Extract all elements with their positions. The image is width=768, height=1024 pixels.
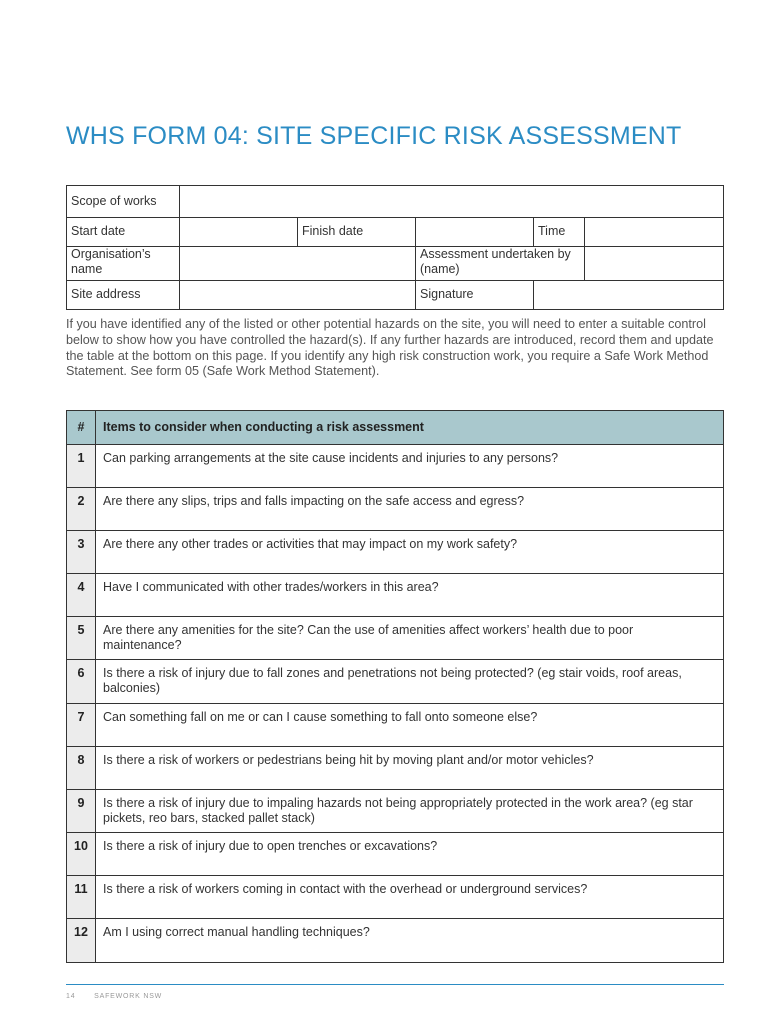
site-row xyxy=(67,280,723,309)
row-question: Can something fall on me or can I cause something to fall onto someone else? xyxy=(103,709,538,724)
row-question: Am I using correct manual handling techniques? xyxy=(103,925,370,940)
organisation-label: Organisation’s name xyxy=(67,246,180,280)
row-number: 7 xyxy=(67,704,96,746)
row-number: 12 xyxy=(67,919,96,962)
site-address-label: Site address xyxy=(67,280,180,309)
risk-checklist-table xyxy=(66,410,724,963)
checklist-header xyxy=(67,411,723,445)
page-footer xyxy=(66,993,178,1000)
dates-row xyxy=(67,217,723,247)
footer-divider xyxy=(66,984,724,985)
row-number: 5 xyxy=(67,617,96,659)
row-question: Is there a risk of workers or pedestrians being hit by moving plant and/or motor vehicles? xyxy=(103,752,594,767)
checklist-row xyxy=(67,617,723,660)
row-number: 6 xyxy=(67,660,96,702)
site-details-table xyxy=(66,185,724,310)
row-question: Is there a risk of injury due to impaling hazards not being appropriately protected in the work area? (eg star pickets, reo bars, stacked pallet stack) xyxy=(103,795,693,825)
organisation-field[interactable] xyxy=(180,246,416,280)
row-question: Can parking arrangements at the site cause incidents and injuries to any persons? xyxy=(103,451,559,465)
time-label: Time xyxy=(534,217,585,246)
checklist-row xyxy=(67,531,723,574)
start-date-field[interactable] xyxy=(180,217,298,246)
scope-label: Scope of works xyxy=(67,186,180,217)
page-number: 14 xyxy=(66,993,76,1000)
row-question: Are there any other trades or activities that may impact on my work safety? xyxy=(103,537,518,552)
start-date-label: Start date xyxy=(67,217,180,246)
row-number: 9 xyxy=(67,790,96,832)
organisation-row xyxy=(67,246,723,281)
row-number: 10 xyxy=(67,833,96,875)
row-question: Is there a risk of injury due to fall zones and penetrations not being protected? (eg stair voids, roof areas, balconies) xyxy=(103,666,682,696)
finish-date-field[interactable] xyxy=(416,217,534,246)
checklist-row xyxy=(67,833,723,876)
signature-field[interactable] xyxy=(534,280,723,309)
scope-field[interactable] xyxy=(180,186,723,217)
row-question: Is there a risk of injury due to open trenches or excavations? xyxy=(103,838,438,853)
scope-row xyxy=(67,186,723,218)
signature-label: Signature xyxy=(416,280,534,309)
time-field[interactable] xyxy=(585,217,723,246)
assessor-field[interactable] xyxy=(585,246,723,280)
checklist-row xyxy=(67,790,723,833)
row-question: Have I communicated with other trades/workers in this area? xyxy=(103,580,439,595)
checklist-row xyxy=(67,704,723,747)
checklist-row xyxy=(67,445,723,488)
row-question: Are there any amenities for the site? Can the use of amenities affect workers’ health due to poor maintenance? xyxy=(103,623,634,653)
checklist-row xyxy=(67,747,723,790)
checklist-row xyxy=(67,660,723,703)
checklist-row xyxy=(67,919,723,962)
row-question: Are there any slips, trips and falls impacting on the safe access and egress? xyxy=(103,494,525,509)
row-number: 11 xyxy=(67,876,96,918)
row-number: 8 xyxy=(67,747,96,789)
number-column-header: # xyxy=(67,411,96,444)
checklist-row xyxy=(67,488,723,531)
row-number: 3 xyxy=(67,531,96,573)
items-column-header: Items to consider when conducting a risk assessment xyxy=(103,420,424,434)
page-title: WHS FORM 04: SITE SPECIFIC RISK ASSESSMENT xyxy=(66,122,682,150)
publisher-name: SAFEWORK NSW xyxy=(94,993,163,1000)
row-number: 1 xyxy=(67,445,96,487)
instructions-paragraph: If you have identified any of the listed or other potential hazards on the site, you will need to enter a suitable control below to show how you have controlled the hazard(s). If any further hazards are introduced, record them and update the table at the bottom on this page. If you identify any high risk construction work, you require a Safe Work Method Statement. See form 05 (Safe Work Method Statement). xyxy=(66,317,714,379)
checklist-row xyxy=(67,574,723,617)
site-address-field[interactable] xyxy=(180,280,416,309)
checklist-row xyxy=(67,876,723,919)
row-number: 2 xyxy=(67,488,96,530)
row-number: 4 xyxy=(67,574,96,616)
finish-date-label: Finish date xyxy=(298,217,416,246)
assessor-label: Assessment undertaken by (name) xyxy=(416,246,585,280)
row-question: Is there a risk of workers coming in contact with the overhead or underground services? xyxy=(103,881,588,896)
